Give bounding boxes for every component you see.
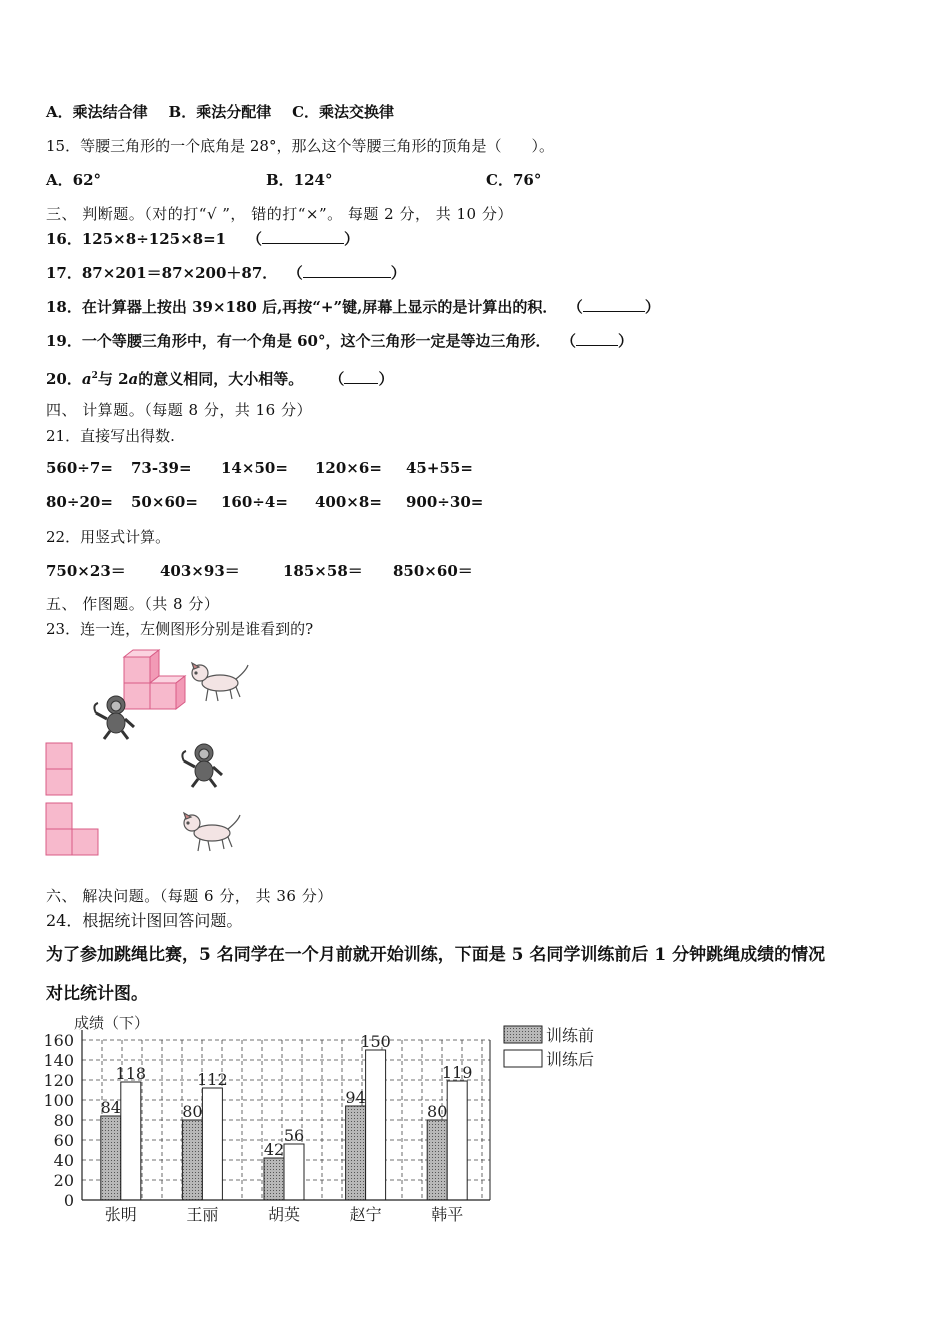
q16-paren-open: （ bbox=[246, 230, 262, 248]
section-4-heading: 四、 计算题。（每题 8 分，共 16 分） bbox=[46, 401, 312, 419]
q20-exponent: 2 bbox=[91, 371, 98, 381]
q22-item: 750×23＝ bbox=[46, 562, 126, 580]
chart-legend bbox=[504, 1026, 594, 1069]
y-tick-label: 40 bbox=[53, 1151, 74, 1170]
q18 bbox=[46, 297, 660, 317]
bar-value-label: 84 bbox=[100, 1098, 121, 1117]
bar-value-label: 80 bbox=[182, 1102, 203, 1121]
q21-item: 45+55= bbox=[406, 459, 473, 477]
q21-item: 400×8= bbox=[315, 493, 382, 511]
q24-bar-chart bbox=[30, 1010, 630, 1230]
q21-item: 120×6= bbox=[315, 459, 382, 477]
q17-paren-open: （ bbox=[287, 264, 303, 282]
bar-value-label: 80 bbox=[427, 1102, 448, 1121]
bar-after bbox=[447, 1081, 467, 1200]
y-tick-label: 100 bbox=[43, 1091, 74, 1110]
q20-number: 20． bbox=[46, 370, 82, 388]
q21-item: 50×60= bbox=[131, 493, 198, 511]
q21-item: 14×50= bbox=[221, 459, 288, 477]
q21-title: 21．直接写出得数. bbox=[46, 427, 175, 445]
q23-title: 23．连一连，左侧图形分别是谁看到的? bbox=[46, 620, 314, 638]
view-shape-2 bbox=[46, 803, 98, 855]
section-6-heading: 六、 解决问题。（每题 6 分， 共 36 分） bbox=[46, 887, 333, 905]
q19-paren-open: （ bbox=[560, 332, 576, 350]
q19 bbox=[46, 331, 633, 351]
q18-text: 18．在计算器上按出 39×180 后,再按“+”键,屏幕上显示的是计算出的积． bbox=[46, 298, 558, 316]
q24-title: 24．根据统计图回答问题。 bbox=[46, 911, 243, 930]
bar-after bbox=[202, 1088, 222, 1200]
q15-option-b: B．124° bbox=[266, 171, 333, 189]
q22-item: 850×60＝ bbox=[393, 562, 473, 580]
q20-rest: 的意义相同，大小相等。 bbox=[138, 370, 304, 388]
q23-figure bbox=[40, 645, 270, 860]
q19-text: 19．一个等腰三角形中，有一个角是 60°，这个三角形一定是等边三角形． bbox=[46, 332, 551, 350]
bar-before bbox=[182, 1120, 202, 1200]
dog-icon bbox=[184, 813, 240, 851]
q19-answer-blank[interactable] bbox=[576, 331, 618, 346]
bar-after bbox=[366, 1050, 386, 1200]
legend-label-before: 训练前 bbox=[546, 1026, 595, 1045]
q16-text: 16．125×8÷125×8=1 bbox=[46, 230, 227, 248]
q20-var-a2: a bbox=[128, 370, 139, 388]
q22-item: 185×58＝ bbox=[283, 562, 363, 580]
bar-value-label: 94 bbox=[345, 1088, 366, 1107]
y-tick-label: 60 bbox=[53, 1131, 74, 1150]
q16-answer-blank[interactable] bbox=[262, 229, 344, 244]
bar-value-label: 119 bbox=[441, 1063, 473, 1082]
q15-option-a: A．62° bbox=[46, 171, 102, 189]
legend-swatch-after bbox=[504, 1050, 542, 1067]
bar-value-label: 56 bbox=[283, 1126, 305, 1145]
q20-paren-open: （ bbox=[329, 370, 345, 388]
q20-mid: 与 2 bbox=[97, 370, 129, 388]
q15-option-c: C．76° bbox=[486, 171, 542, 189]
q18-paren-close: ） bbox=[644, 298, 660, 316]
cube-stack bbox=[124, 650, 185, 709]
view-shape-1 bbox=[46, 743, 72, 795]
q21-item: 900÷30= bbox=[406, 493, 484, 511]
x-category-label: 韩平 bbox=[431, 1205, 464, 1224]
q18-paren-open: （ bbox=[567, 298, 583, 316]
q17 bbox=[46, 263, 406, 283]
q14-options bbox=[46, 102, 394, 122]
q20-paren-close: ） bbox=[378, 370, 394, 388]
q20 bbox=[46, 366, 393, 389]
q24-para-2: 对比统计图。 bbox=[46, 984, 148, 1004]
monkey-icon bbox=[182, 744, 222, 787]
q20-answer-blank[interactable] bbox=[344, 369, 378, 384]
bar-after bbox=[284, 1144, 304, 1200]
q14-option-c: C．乘法交换律 bbox=[292, 103, 395, 121]
bar-value-label: 150 bbox=[360, 1032, 391, 1051]
q14-option-b: B．乘法分配律 bbox=[168, 103, 272, 121]
section-5-heading: 五、 作图题。（共 8 分） bbox=[46, 595, 220, 613]
q19-paren-close: ） bbox=[617, 332, 633, 350]
q21-item: 73-39= bbox=[131, 459, 192, 477]
legend-swatch-before bbox=[504, 1026, 542, 1043]
x-category-label: 胡英 bbox=[267, 1205, 301, 1224]
bar-before bbox=[101, 1116, 121, 1200]
q15-stem: 15．等腰三角形的一个底角是 28°，那么这个等腰三角形的顶角是（ ）。 bbox=[46, 137, 554, 155]
bar-before bbox=[346, 1106, 366, 1200]
q14-option-a: A．乘法结合律 bbox=[46, 103, 148, 121]
q16-paren-close: ） bbox=[344, 230, 360, 248]
bar-value-label: 42 bbox=[263, 1140, 285, 1159]
x-category-label: 赵宁 bbox=[349, 1205, 382, 1224]
q17-answer-blank[interactable] bbox=[303, 263, 391, 278]
q17-text: 17．87×201＝87×200＋87． bbox=[46, 264, 278, 282]
q21-item: 160÷4= bbox=[221, 493, 288, 511]
q22-item: 403×93＝ bbox=[160, 562, 240, 580]
y-tick-label: 120 bbox=[43, 1071, 74, 1090]
q18-answer-blank[interactable] bbox=[583, 297, 645, 312]
y-tick-label: 0 bbox=[63, 1191, 74, 1210]
q16 bbox=[46, 229, 359, 249]
q20-var-a: a bbox=[81, 370, 92, 388]
q22-title: 22．用竖式计算。 bbox=[46, 528, 171, 546]
section-3-heading: 三、 判断题。（对的打“√ ”， 错的打“×”。 每题 2 分， 共 10 分） bbox=[46, 205, 513, 223]
x-category-label: 王丽 bbox=[186, 1205, 219, 1224]
y-tick-label: 20 bbox=[53, 1171, 74, 1190]
bar-after bbox=[121, 1082, 141, 1200]
q21-item: 560÷7= bbox=[46, 459, 113, 477]
bar-before bbox=[427, 1120, 447, 1200]
y-tick-label: 140 bbox=[43, 1051, 74, 1070]
y-tick-label: 160 bbox=[43, 1031, 74, 1050]
q17-paren-close: ） bbox=[390, 264, 406, 282]
x-category-label: 张明 bbox=[104, 1205, 137, 1224]
bar-before bbox=[264, 1158, 284, 1200]
y-tick-label: 80 bbox=[53, 1111, 74, 1130]
q24-para-1: 为了参加跳绳比赛，5 名同学在一个月前就开始训练，下面是 5 名同学训练前后 1 分钟跳绳成绩的情况 bbox=[46, 945, 826, 965]
legend-label-after: 训练后 bbox=[546, 1050, 595, 1069]
bar-value-label: 112 bbox=[197, 1070, 228, 1089]
chart-y-axis-label: 成绩（下） bbox=[74, 1014, 150, 1032]
bar-value-label: 118 bbox=[115, 1064, 147, 1083]
q21-item: 80÷20= bbox=[46, 493, 113, 511]
dog-icon bbox=[192, 663, 248, 701]
